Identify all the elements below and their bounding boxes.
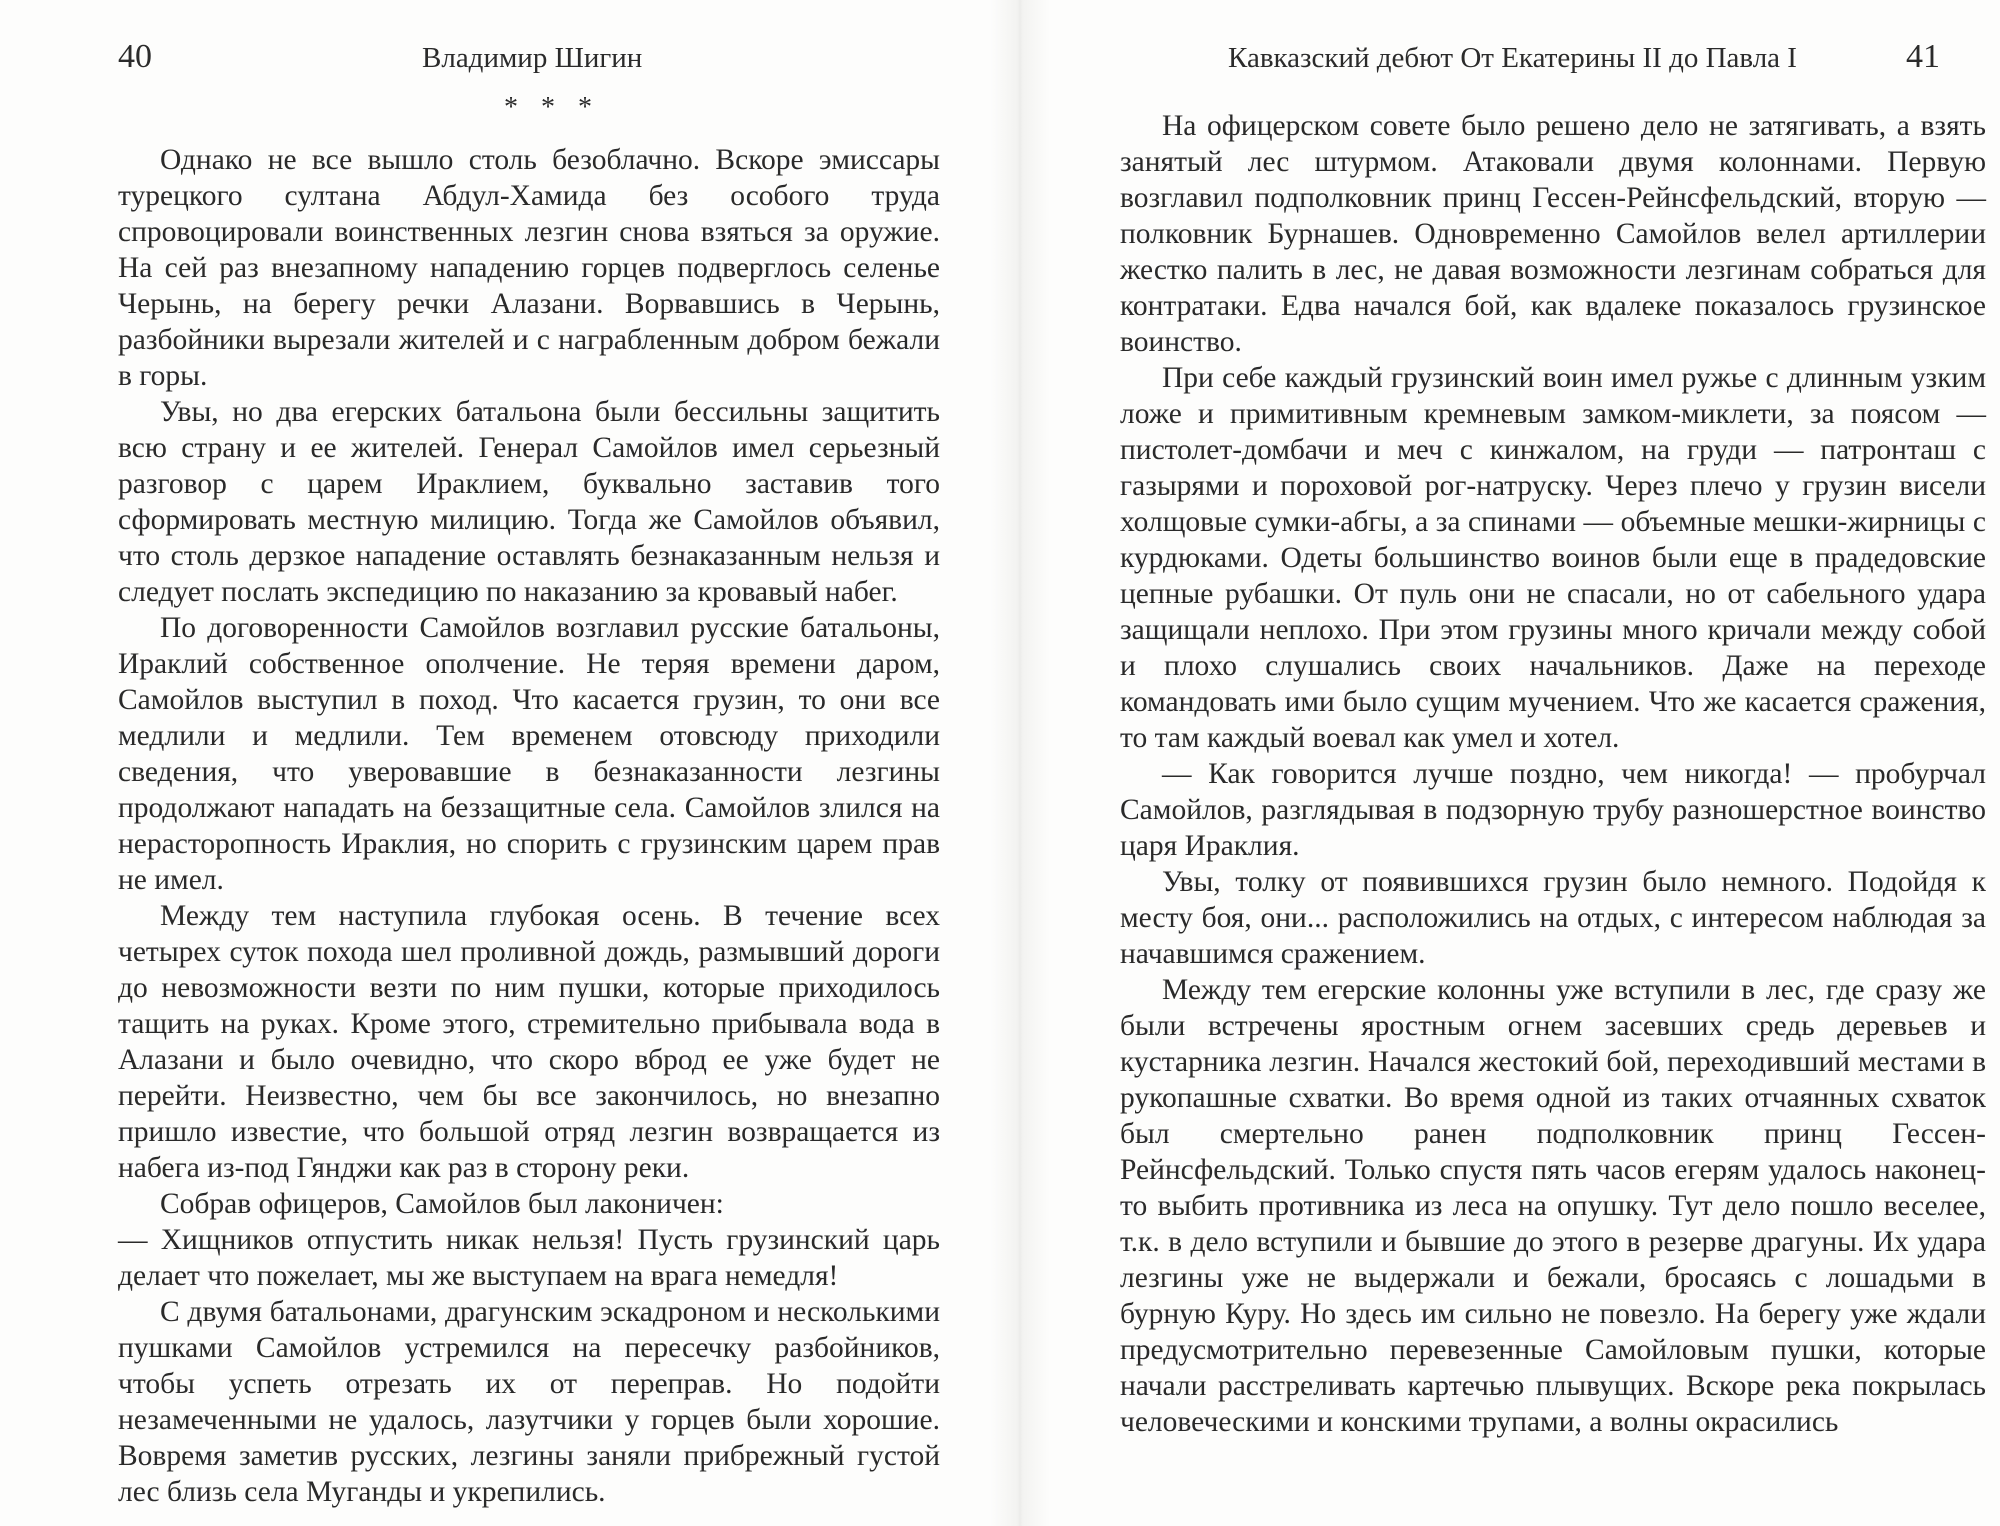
paragraph: На офицерском совете было решено дело не затягивать, а взять занятый лес штурмом. Атаковали двумя колоннами. Первую возглавил подполковник принц Гессен-Рейнсфельдский, вторую — полковник Бурнашев. Одновременно Самойлов велел артиллерии жестко палить в лес, не давая возможности лезгинам собраться для контратаки. Едва начался бой, как вдалеке показалось грузинское воинство.: [1120, 110, 1986, 358]
paragraph: При себе каждый грузинский воин имел ружье с длинным узким ложе и примитивным кремневым замком-миклети, за поясом — пистолет-домбачи и меч с кинжалом, на груди — патронташ с газырями и пороховой рог-натруску. Через плечо у грузин висели холщовые сумки-абгы, а за спинами — объемные мешки-жирницы с курдюками. Одеты большинство воинов были еще в прадедовские цепные рубашки. От пуль они не спасали, но от сабельного удара защищали неплохо. При этом грузины много кричали между собой и плохо слушались своих начальников. Даже на переходе командовать ими было сущим мучением. Что же касается сражения, то там каждый воевал как умел и хотел.: [1120, 362, 1986, 754]
paragraph: По договоренности Самойлов возглавил русские батальоны, Ираклий собственное ополчение. Не теряя времени даром, Самойлов выступил в поход. Что касается грузин, то они все медлили и медлили. Тем временем отовсюду приходили сведения, что уверовавшие в безнаказанности лезгины продолжают нападать на беззащитные села. Самойлов злился на нерасторопность Ираклия, но спорить с грузинским царем прав не имел.: [118, 612, 940, 896]
paragraph: Между тем наступила глубокая осень. В течение всех четырех суток похода шел проливной дождь, размывший дороги до невозможности везти по ним пушки, которые приходилось тащить на руках. Кроме этого, стремительно прибывала вода в Алазани и было очевидно, что скоро вброд ее уже будет не перейти. Неизвестно, чем бы все закончилось, но внезапно пришло известие, что большой отряд лезгин возвращается из набега из-под Гянджи как раз в сторону реки.: [118, 900, 940, 1184]
paragraph: Увы, но два егерских батальона были бессильны защитить всю страну и ее жителей. Генерал Самойлов имел серьезный разговор с царем Ираклием, буквально заставив того сформировать местную милицию. Тогда же Самойлов объявил, что столь дерзкое нападение оставлять безнаказанным нельзя и следует послать экспедицию по наказанию за кровавый набег.: [118, 396, 940, 608]
left-page-number: 40: [118, 38, 152, 75]
paragraph: Собрав офицеров, Самойлов был лаконичен:: [160, 1188, 724, 1220]
left-body-text: [118, 142, 940, 1510]
book-gutter: [990, 0, 1050, 1526]
paragraph: Однако не все вышло столь безоблачно. Вскоре эмиссары турецкого султана Абдул-Хамида без особого труда спровоцировали воинственных лезгин снова взяться за оружие. На сей раз внезапному нападению горцев подверглось селенье Черынь, на берегу речки Алазани. Ворвавшись в Черынь, разбойники вырезали жителей и с награбленным добром бежали в горы.: [118, 144, 940, 392]
right-body-text: [1120, 108, 1986, 1440]
paragraph: Между тем егерские колонны уже вступили в лес, где сразу же были встречены яростным огнем засевших средь деревьев и кустарника лезгин. Начался жестокий бой, переходивший местами в рукопашные схватки. Во время одной из таких отчаянных схваток был смертельно ранен подполковник принц Гессен-Рейнсфельдский. Только спустя пять часов егерям удалось наконец-то выбить противника из леса на опушку. Тут дело пошло веселее, т.к. в дело вступили и бывшие до этого в резерве драгуны. Их удара лезгины уже не выдержали и бежали, бросаясь с лошадьми в бурную Куру. Но здесь им сильно не повезло. На берегу уже ждали предусмотрительно перевезенные Самойловым пушки, которые начали расстреливать картечью плывущих. Вскоре река покрылась человеческими и конскими трупами, а волны окрасились: [1120, 974, 1986, 1438]
dialog-line: — Хищников отпустить никак нельзя! Пусть грузинский царь делает что пожелает, мы же выступаем на врага немедля!: [118, 1224, 940, 1292]
left-page: [0, 0, 990, 1526]
section-separator: * * *: [504, 92, 600, 123]
paragraph: Увы, толку от появившихся грузин было немного. Подойдя к месту боя, они... расположились на отдых, с интересом наблюдая за начавшимся сражением.: [1120, 866, 1986, 970]
right-page: [1050, 0, 2000, 1526]
left-running-header: Владимир Шигин: [422, 42, 643, 74]
dialog-line: — Как говорится лучше поздно, чем никогда! — пробурчал Самойлов, разглядывая в подзорную трубу разношерстное воинство царя Ираклия.: [1120, 758, 1986, 862]
right-page-number: 41: [1906, 38, 1940, 75]
right-running-header: Кавказский дебют От Екатерины II до Павла I: [1228, 42, 1797, 74]
paragraph: С двумя батальонами, драгунским эскадроном и несколькими пушками Самойлов устремился на пересечку разбойников, чтобы успеть отрезать их от переправ. Но подойти незамеченными не удалось, лазутчики у горцев были хорошие. Вовремя заметив русских, лезгины заняли прибрежный густой лес близь села Муганды и укрепились.: [118, 1296, 940, 1508]
